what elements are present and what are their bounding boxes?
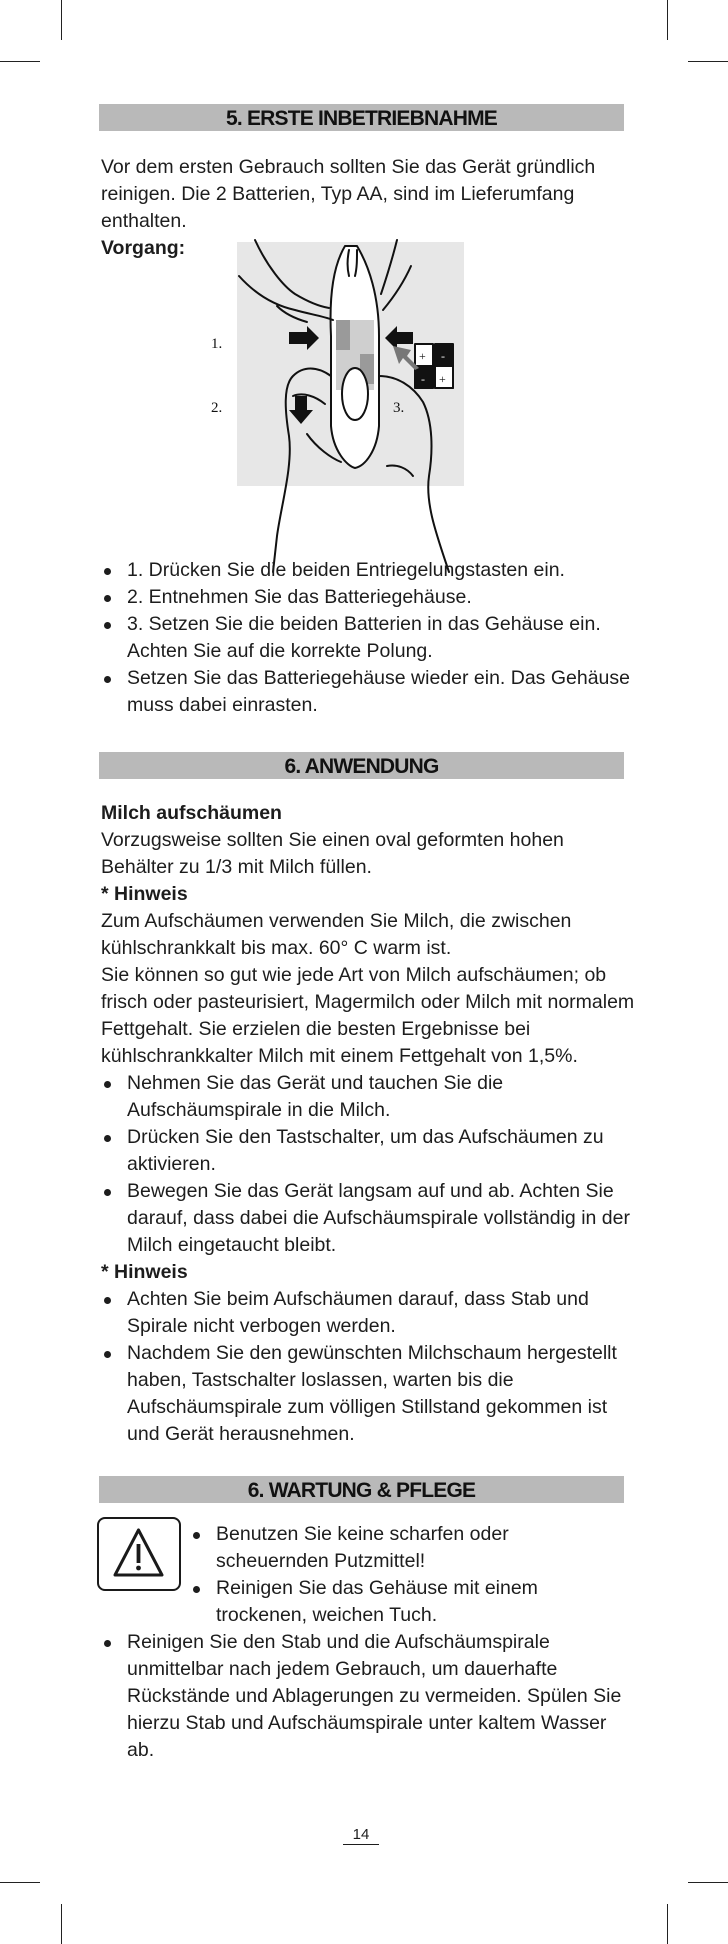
note-paragraph: Zum Aufschäumen verwenden Sie Milch, die zwischen kühlschrankkalt bis max. 60° C warm ist. (101, 910, 572, 959)
section-title: 6. ANWENDUNG (284, 755, 439, 778)
crop-mark (667, 0, 668, 40)
care-list-block (101, 1629, 631, 1764)
crop-mark (0, 61, 40, 62)
note-label: * Hinweis (101, 1261, 188, 1283)
usage-block (101, 800, 641, 1448)
list-item: Nachdem Sie den gewünschten Milchschaum hergestellt haben, Tastschalter loslassen, warten bis die Aufschäumspirale zum völligen Stillstand gekommen ist und Gerät herausnehmen. (101, 1340, 641, 1448)
usage-list (101, 1070, 641, 1259)
steps-list-block (101, 557, 641, 719)
note-list (101, 1286, 641, 1448)
crop-mark (688, 61, 728, 62)
list-item: Setzen Sie das Batteriegehäuse wieder ein. Das Gehäuse muss dabei einrasten. (101, 665, 641, 719)
crop-mark (61, 1904, 62, 1944)
note-label: * Hinweis (101, 883, 188, 905)
crop-mark (61, 0, 62, 40)
crop-mark (0, 1882, 40, 1883)
care-list (101, 1629, 631, 1764)
section-heading-bar (99, 1476, 624, 1503)
list-item: Nehmen Sie das Gerät und tauchen Sie die Aufschäumspirale in die Milch. (101, 1070, 641, 1124)
page-number: 14 (343, 1826, 379, 1845)
intro-text: Vor dem ersten Gebrauch sollten Sie das Gerät gründlich reinigen. Die 2 Batterien, Typ AA, sind im Lieferumfang enthalten. (101, 156, 596, 232)
list-item: Reinigen Sie das Gehäuse mit einem trockenen, weichen Tuch. (190, 1575, 610, 1629)
list-item: Reinigen Sie den Stab und die Aufschäumspirale unmittelbar nach jedem Gebrauch, um dauerhafte Rückstände und Ablagerungen zu vermeiden. Spülen Sie hierzu Stab und Aufschäumspirale unter kaltem Wasser ab. (101, 1629, 631, 1764)
list-item: Drücken Sie den Tastschalter, um das Aufschäumen zu aktivieren. (101, 1124, 641, 1178)
warning-list (190, 1521, 610, 1629)
list-item: 2. Entnehmen Sie das Batteriegehäuse. (101, 584, 641, 611)
figure-step3-label: 3. (393, 400, 405, 416)
battery-plus-label: + (439, 372, 446, 386)
list-item: 3. Setzen Sie die beiden Batterien in das Gehäuse ein. Achten Sie auf die korrekte Polung. (101, 611, 641, 665)
list-item: Bewegen Sie das Gerät langsam auf und ab. Achten Sie darauf, dass dabei die Aufschäumspirale vollständig in der Milch eingetaucht bleibt. (101, 1178, 641, 1259)
warning-icon (97, 1517, 181, 1591)
battery-plus-label: + (419, 349, 426, 363)
figure-step2-label: 2. (211, 400, 223, 416)
figure-step1-label: 1. (211, 336, 223, 352)
section-heading-bar (99, 104, 624, 131)
battery-replacement-illustration (211, 236, 477, 576)
crop-mark (688, 1882, 728, 1883)
list-item: Achten Sie beim Aufschäumen darauf, dass Stab und Spirale nicht verbogen werden. (101, 1286, 641, 1340)
milk-types-paragraph: Sie können so gut wie jede Art von Milch aufschäumen; ob frisch oder pasteurisiert, Magermilch oder Milch mit normalem Fettgehalt. Sie erzielen die besten Ergebnisse bei kühlschrankkalter Milch mit einem Fettgehalt von 1,5%. (101, 964, 635, 1067)
warning-list-block (190, 1521, 610, 1629)
crop-mark (667, 1904, 668, 1944)
list-item: 1. Drücken Sie die beiden Entriegelungstasten ein. (101, 557, 641, 584)
section-heading-bar (99, 752, 624, 779)
usage-subheading: Milch aufschäumen (101, 802, 282, 824)
list-item: Benutzen Sie keine scharfen oder scheuernden Putzmittel! (190, 1521, 610, 1575)
battery-minus-label: - (421, 372, 425, 386)
battery-minus-label: - (441, 349, 445, 363)
section-title: 6. WARTUNG & PFLEGE (247, 1479, 476, 1502)
section-title: 5. ERSTE INBETRIEBNAHME (226, 107, 497, 130)
procedure-label: Vorgang: (101, 237, 186, 259)
usage-paragraph: Vorzugsweise sollten Sie einen oval geformten hohen Behälter zu 1/3 mit Milch füllen. (101, 829, 564, 878)
steps-list (101, 557, 641, 719)
